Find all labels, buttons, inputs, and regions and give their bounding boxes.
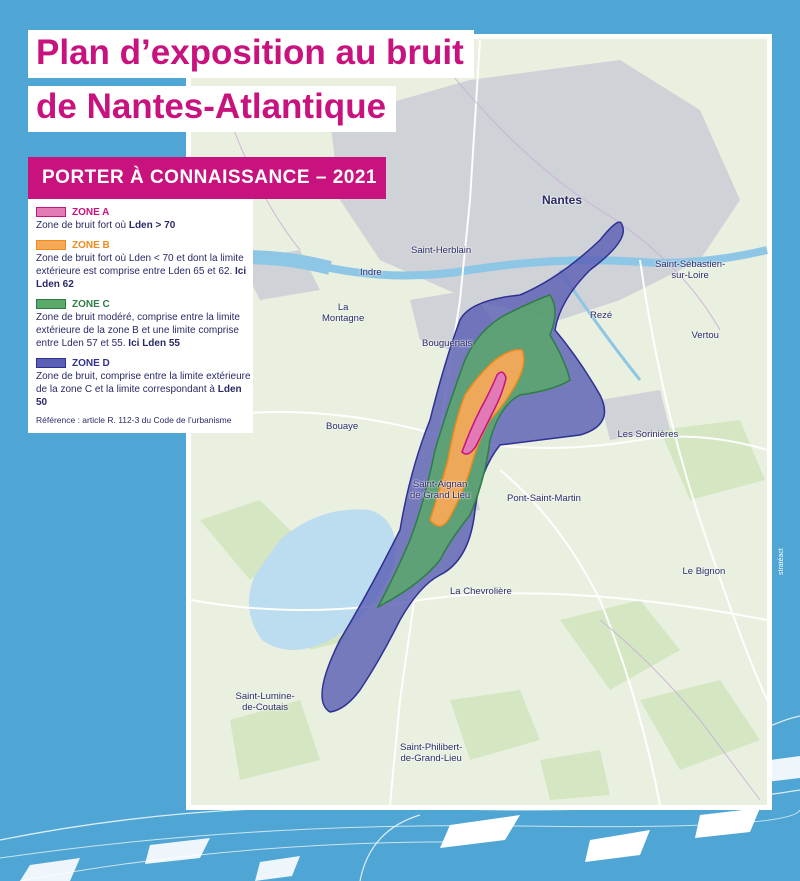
zone-title: ZONE A <box>72 206 110 218</box>
legend-zone-d <box>36 356 253 409</box>
place-label: Saint-Sébastien- sur-Loire <box>655 259 726 281</box>
place-label: Bouaye <box>326 420 359 432</box>
place-label: Saint-Herblain <box>411 244 472 256</box>
place-label: Rezé <box>590 309 613 321</box>
place-label: Saint-Lumine- de-Coutais <box>235 691 295 713</box>
zone-description: Zone de bruit, comprise entre la limite extérieure de la zone C et la limite correspondant à Lden 50 <box>36 371 251 408</box>
title-line-1-box <box>28 30 474 78</box>
place-label: Saint-Philibert- de-Grand-Lieu <box>400 742 463 764</box>
place-label: Nantes <box>542 192 583 207</box>
place-label: Pont-Saint-Martin <box>507 492 581 504</box>
legend-zones <box>36 205 253 409</box>
place-label: Indre <box>360 266 382 278</box>
legend-reference: Référence : article R. 112-3 du Code de l’urbanisme <box>36 415 232 425</box>
zone-title: ZONE C <box>72 298 110 310</box>
zone-description: Zone de bruit fort où Lden > 70 <box>36 220 176 231</box>
zone-swatch <box>36 299 66 309</box>
zone-swatch <box>36 207 66 217</box>
title-line-2: de Nantes-Atlantique <box>36 87 387 126</box>
zone-description: Zone de bruit modéré, comprise entre la limite extérieure de la zone B et une limite comprise entre Lden 57 et 55. Ici Lden 55 <box>36 312 240 349</box>
legend <box>28 199 253 433</box>
title-line-1: Plan d’exposition au bruit <box>36 33 464 72</box>
zone-swatch <box>36 240 66 250</box>
legend-zone-b <box>36 238 253 291</box>
legend-zone-c <box>36 297 253 350</box>
place-label: La Montagne <box>322 302 365 324</box>
zone-title: ZONE B <box>72 239 110 251</box>
place-label: Bouguenais <box>422 337 473 349</box>
place-label: Le Bignon <box>682 565 726 577</box>
legend-zone-a <box>36 205 253 232</box>
zone-title: ZONE D <box>72 357 110 369</box>
title-line-2-box <box>28 86 396 132</box>
place-label: Saint-Aignan de Grand Lieu <box>410 479 471 501</box>
zone-description: Zone de bruit fort où Lden < 70 et dont la limite extérieure est comprise entre Lden 65 et 62. Ici Lden 62 <box>36 253 247 290</box>
credit: stratéact <box>778 548 785 575</box>
banner: PORTER À CONNAISSANCE – 2021 <box>28 157 386 199</box>
place-label: La Chevrolière <box>450 585 512 597</box>
place-label: Vertou <box>691 329 719 341</box>
place-label: Les Sorinières <box>617 428 679 440</box>
zone-swatch <box>36 358 66 368</box>
